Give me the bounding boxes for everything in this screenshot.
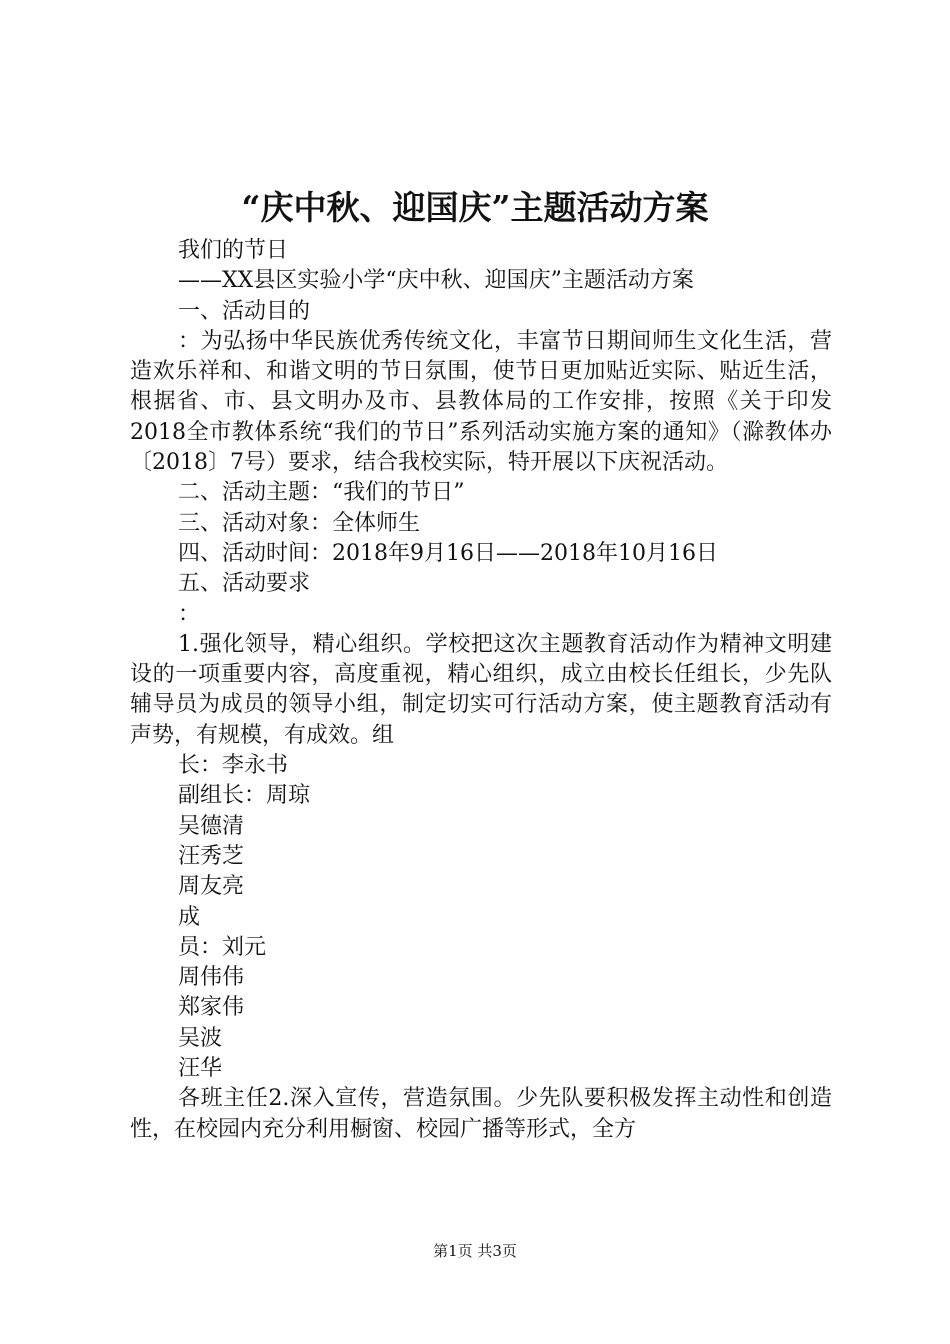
page-footer: 第1页 共3页 bbox=[433, 1242, 517, 1260]
heading-requirements: 五、活动要求 bbox=[178, 571, 311, 597]
member-line: 吴波 bbox=[178, 1025, 223, 1051]
heading-theme: 二、活动主题：“我们的节日” bbox=[178, 480, 465, 506]
member-line: 吴德清 bbox=[178, 813, 245, 839]
document-title: “庆中秋、迎国庆”主题活动方案 bbox=[241, 188, 709, 227]
heading-purpose: 一、活动目的 bbox=[178, 298, 311, 324]
line-colon: ： bbox=[178, 601, 201, 627]
member-line: 周友亮 bbox=[178, 874, 245, 900]
paragraph-purpose: ：为弘扬中华民族优秀传统文化，丰富节日期间师生文化生活，营造欢乐祥和、和谐文明的节日氛围，使节日更加贴近实际、贴近生活，根据省、市、县文明办及市、县教体局的工作安排，按照《关于印发2018全市教体系统“我们的节日”系列活动实施方案的通知》（滁教体办〔2018〕7号）要求，结合我校实际，特开展以下庆祝活动。 bbox=[130, 328, 832, 476]
member-line: 周伟伟 bbox=[178, 965, 245, 991]
member-line: 汪秀芝 bbox=[178, 843, 245, 869]
paragraph-leadership: 1.强化领导，精心组织。学校把这次主题教育活动作为精神文明建设的一项重要内容，高度重视，精心组织，成立由校长任组长，少先队辅导员为成员的领导小组，制定切实可行活动方案，使主题教育活动有声势，有规模，有成效。组 bbox=[130, 631, 832, 748]
paragraph-publicity: 各班主任2.深入宣传，营造氛围。少先队要积极发挥主动性和创造性，在校园内充分利用橱窗、校园广播等形式，全方 bbox=[130, 1086, 832, 1142]
member-line: 员：刘元 bbox=[178, 934, 267, 960]
heading-time: 四、活动时间：2018年9月16日——2018年10月16日 bbox=[178, 540, 718, 566]
document-body bbox=[130, 236, 832, 1145]
member-line: 长：李永书 bbox=[178, 753, 289, 779]
heading-target: 三、活动对象：全体师生 bbox=[178, 510, 421, 536]
line-subtitle: ——XX县区实验小学“庆中秋、迎国庆”主题活动方案 bbox=[178, 268, 694, 294]
line-festival: 我们的节日 bbox=[178, 238, 289, 263]
member-line: 汪华 bbox=[178, 1056, 223, 1082]
member-line: 郑家伟 bbox=[178, 995, 245, 1021]
member-line: 成 bbox=[178, 904, 201, 930]
member-line: 副组长：周琼 bbox=[178, 783, 311, 809]
